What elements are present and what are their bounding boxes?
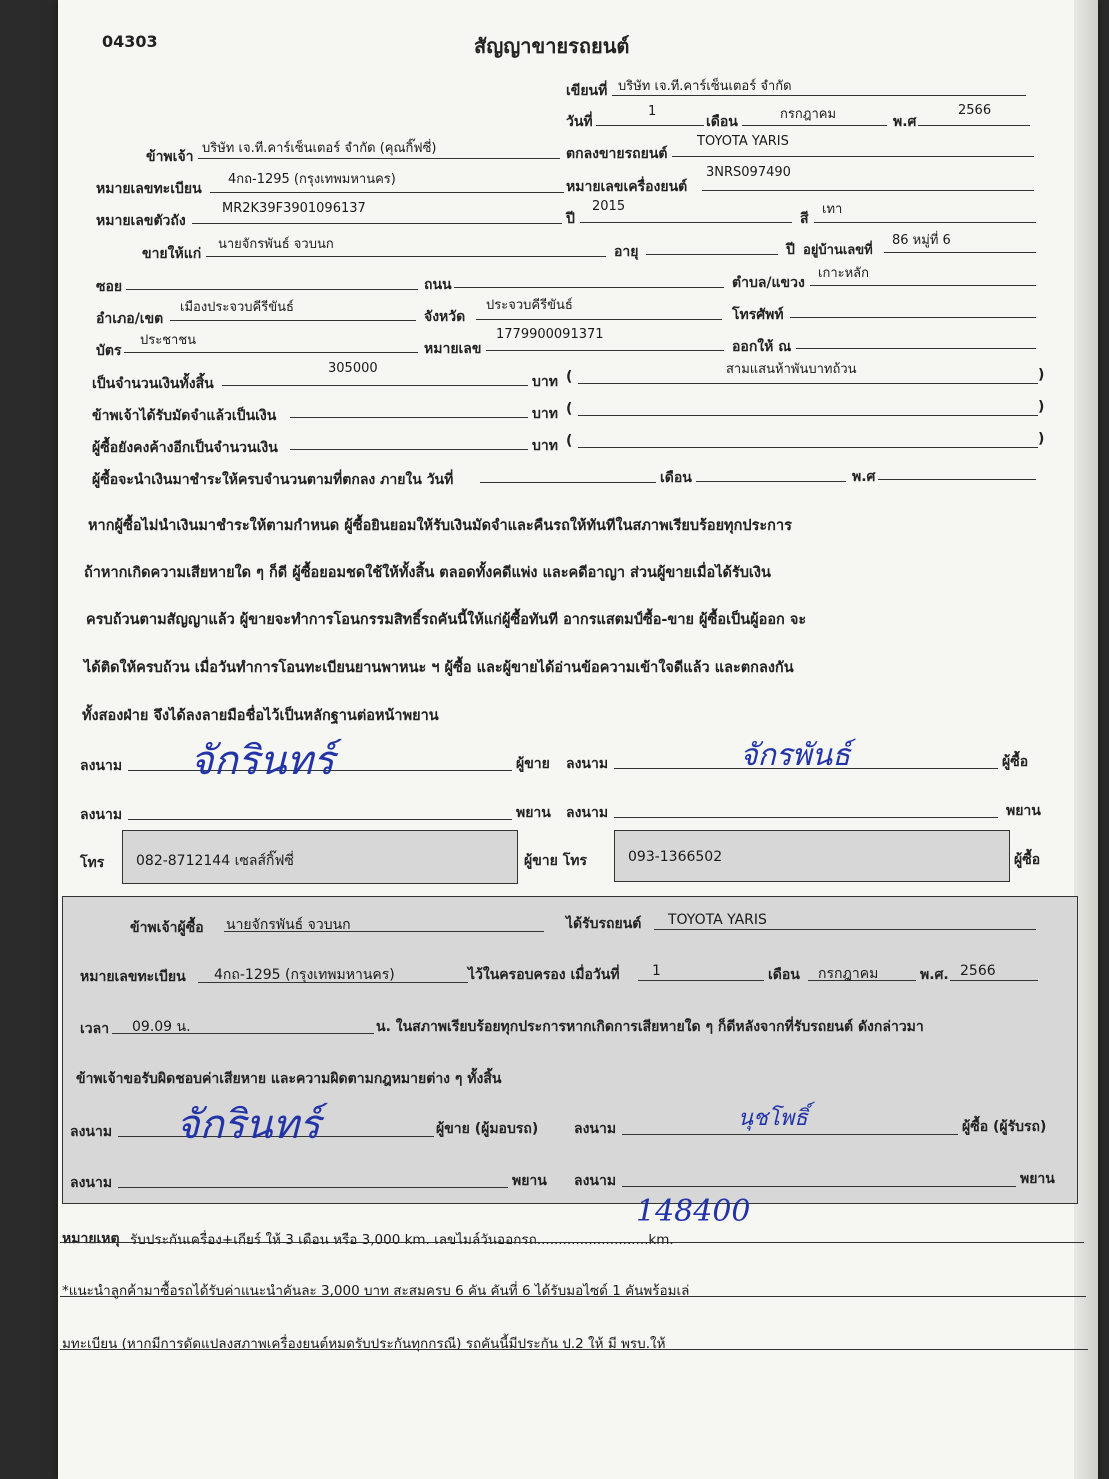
label-receipt-sign-witness-1: ลงนาม <box>70 1175 113 1191</box>
label-seller-tel: ผู้ขาย โทร <box>524 853 587 869</box>
value-district: เมืองประจวบคีรีขันธ์ <box>180 300 294 315</box>
line <box>578 415 1038 416</box>
terms-line-1: หากผู้ซื้อไม่นำเงินมาชำระให้ตามกำหนด ผู้ซื้อยินยอมให้รับเงินมัดจำและคืนรถให้ทันทีในสภาพเรียบร้อยทุกประการ <box>88 518 792 534</box>
label-total: เป็นจำนวนเงินทั้งสิ้น <box>92 376 214 392</box>
line <box>192 223 562 224</box>
value-written-at: บริษัท เจ.ที.คาร์เซ็นเตอร์ จำกัด <box>618 79 792 94</box>
value-buyer: นายจักรพันธ์ จวบนก <box>218 237 334 252</box>
line <box>810 285 1036 286</box>
value-receipt-plate: 4กถ-1295 (กรุงเทพมหานคร) <box>214 967 395 983</box>
line <box>742 125 887 126</box>
label-receipt-buyer-sign: ผู้ซื้อ (ผู้รับรถ) <box>962 1119 1047 1135</box>
label-pay-within: ผู้ซื้อจะนำเงินมาชำระให้ครบจำนวนตามที่ตกลง ภายใน วันที่ <box>92 472 454 488</box>
line <box>60 1296 1086 1297</box>
label-engine: หมายเลขเครื่องยนต์ <box>566 179 688 195</box>
value-receipt-year: 2566 <box>960 963 996 979</box>
line <box>126 289 418 290</box>
line <box>878 479 1036 480</box>
line <box>128 819 512 820</box>
label-tel: โทร <box>80 855 105 871</box>
paren-open-1: ( <box>566 369 573 385</box>
label-sell-to: ขายให้แก่ <box>142 246 202 262</box>
paper-edge <box>1074 0 1098 1479</box>
vehicle-receipt-section <box>62 896 1078 1204</box>
value-engine: 3NRS097490 <box>706 165 791 180</box>
label-pay-month: เดือน <box>660 470 692 486</box>
label-subdistrict: ตำบล/แขวง <box>732 275 805 291</box>
terms-line-3: ครบถ้วนตามสัญญาแล้ว ผู้ขายจะทำการโอนกรรมสิทธิ์รถคันนี้ให้แก่ผู้ซื้อทันที อากรแสตมป์ซื้อ-ขาย ผู้ซื้อเป็นผู้ออก จะ <box>86 612 807 628</box>
line <box>60 1349 1088 1350</box>
label-chassis: หมายเลขตัวถัง <box>96 213 186 229</box>
label-note: หมายเหตุ <box>62 1231 120 1247</box>
label-sign-buyer: ลงนาม <box>566 756 609 772</box>
label-receipt-sign-buyer: ลงนาม <box>574 1121 617 1137</box>
document-title: สัญญาขายรถยนต์ <box>474 34 630 58</box>
label-deposit: ข้าพเจ้าได้รับมัดจำแล้วเป็นเงิน <box>92 408 277 424</box>
document-number: 04303 <box>102 32 158 51</box>
buyer-signature: จักรพันธ์ <box>740 738 851 773</box>
label-buyer: ผู้ซื้อ <box>1002 754 1029 770</box>
value-year-be: 2566 <box>958 103 992 118</box>
label-be: พ.ศ <box>893 114 917 130</box>
paren-open-2: ( <box>566 401 573 417</box>
label-color: สี <box>800 211 809 227</box>
label-receipt-be: พ.ศ. <box>920 967 949 983</box>
label-receipt-sign-seller: ลงนาม <box>70 1124 113 1140</box>
paren-open-3: ( <box>566 433 573 449</box>
label-receipt-got: ได้รับรถยนต์ <box>566 916 642 932</box>
line <box>454 287 724 288</box>
label-card-no: หมายเลข <box>424 341 482 357</box>
label-house-no: อยู่บ้านเลขที่ <box>803 243 873 258</box>
value-day: 1 <box>648 104 657 119</box>
value-receipt-time: 09.09 น. <box>132 1019 191 1035</box>
line <box>170 320 416 321</box>
paren-close-3: ) <box>1038 431 1045 447</box>
line <box>814 222 1036 223</box>
label-soi: ซอย <box>96 279 123 295</box>
label-receipt-witness-2: พยาน <box>1020 1171 1055 1187</box>
line <box>210 192 564 193</box>
line <box>290 449 528 450</box>
value-seller-tel: 082-8712144 เซลส์กิ๊ฟซี่ <box>136 853 294 869</box>
label-month: เดือน <box>706 114 738 130</box>
value-receipt-day: 1 <box>652 963 661 979</box>
value-color: เทา <box>822 202 843 217</box>
value-car: TOYOTA YARIS <box>697 134 789 149</box>
line <box>124 352 418 353</box>
line <box>206 256 606 257</box>
label-province: จังหวัด <box>424 309 466 325</box>
label-receipt-month: เดือน <box>768 967 800 983</box>
label-sign-seller: ลงนาม <box>80 758 123 774</box>
label-receipt-keep: ไว้ในครอบครอง เมื่อวันที่ <box>468 967 620 983</box>
paren-close-2: ) <box>1038 399 1045 415</box>
note-line-3: มทะเบียน (หากมีการดัดแปลงสภาพเครื่องยนต์หมดรับประกันทุกกรณี) รถคันนี้มีประกัน ป.2 ให้ มี พรบ.ให้ <box>62 1336 666 1352</box>
handwritten-mileage: 148400 <box>636 1194 751 1229</box>
label-i: ข้าพเจ้า <box>146 149 194 165</box>
label-pay-be: พ.ศ <box>852 469 876 485</box>
line <box>790 317 1036 318</box>
value-total: 305000 <box>328 361 378 376</box>
value-seller: บริษัท เจ.ที.คาร์เซ็นเตอร์ จำกัด (คุณกิ๊ฟซี่) <box>202 141 437 156</box>
label-agree-sell: ตกลงขายรถยนต์ <box>566 146 668 162</box>
seller-signature: จักรินทร์ <box>190 738 335 784</box>
value-month: กรกฎาคม <box>780 107 837 122</box>
label-receipt-sign-witness-2: ลงนาม <box>574 1173 617 1189</box>
label-witness-2: พยาน <box>1006 803 1041 819</box>
label-receipt-buyer: ข้าพเจ้าผู้ซื้อ <box>130 920 204 936</box>
line <box>654 929 1036 930</box>
line <box>290 417 528 418</box>
label-issued-at: ออกให้ ณ <box>732 339 792 355</box>
value-total-words: สามแสนห้าพันบาทถ้วน <box>726 362 857 377</box>
line <box>60 1242 1084 1243</box>
line <box>672 156 1034 157</box>
line <box>198 158 560 159</box>
value-subdistrict: เกาะหลัก <box>818 266 870 281</box>
label-plate: หมายเลขทะเบียน <box>96 181 202 197</box>
value-chassis: MR2K39F3901096137 <box>222 201 366 216</box>
value-model-year: 2015 <box>592 199 626 214</box>
terms-line-4: ได้ติดให้ครบถ้วน เมื่อวันทำการโอนทะเบียนยานพาหนะ ฯ ผู้ซื้อ และผู้ขายได้อ่านข้อความเข้าใจดีแล้ว และตกลงกัน <box>84 660 794 676</box>
note-line-2: *แนะนำลูกค้ามาซื้อรถได้รับค่าแนะนำคันละ 3,000 บาท สะสมครบ 6 คัน คันที่ 6 ได้รับมอไซด์ 1 คันพร้อมเล่ <box>62 1283 690 1299</box>
line <box>118 1187 508 1188</box>
label-receipt-witness-1: พยาน <box>512 1173 547 1189</box>
label-seller: ผู้ขาย <box>516 756 550 772</box>
line <box>480 482 656 483</box>
label-receipt-time: เวลา <box>80 1021 110 1037</box>
line <box>918 125 1030 126</box>
value-house-no: 86 หมู่ที่ 6 <box>892 233 951 248</box>
line <box>702 190 1034 191</box>
value-card-type: ประชาชน <box>140 333 197 348</box>
terms-line-2: ถ้าหากเกิดความเสียหายใด ๆ ก็ดี ผู้ซื้อยอมชดใช้ให้ทั้งสิ้น ตลอดทั้งคดีแพ่ง และคดีอาญา ส่วนผู้ขายเมื่อได้รับเงิน <box>84 565 771 581</box>
label-baht-3: บาท <box>532 438 558 454</box>
line <box>222 385 528 386</box>
value-receipt-car: TOYOTA YARIS <box>668 912 767 928</box>
label-witness-1: พยาน <box>516 805 551 821</box>
value-plate: 4กถ-1295 (กรุงเทพมหานคร) <box>228 172 396 187</box>
line <box>578 383 1038 384</box>
label-written-at: เขียนที่ <box>566 83 608 99</box>
label-buyer-tel: ผู้ซื้อ <box>1014 852 1041 868</box>
line <box>622 1186 1016 1187</box>
line <box>614 817 998 818</box>
label-district: อำเภอ/เขต <box>96 311 164 327</box>
value-buyer-tel: 093-1366502 <box>628 849 723 865</box>
line <box>796 348 1036 349</box>
line <box>638 980 764 981</box>
label-age: อายุ <box>614 244 639 260</box>
label-receipt-plate: หมายเลขทะเบียน <box>80 969 186 985</box>
line <box>578 447 1038 448</box>
receipt-condition-text: น. ในสภาพเรียบร้อยทุกประการหากเกิดการเสียหายใด ๆ ก็ดีหลังจากที่รับรถยนต์ ดังกล่าวมา <box>376 1019 924 1035</box>
receipt-seller-signature: จักรินทร์ <box>176 1102 321 1148</box>
line <box>596 125 704 126</box>
label-receipt-seller: ผู้ขาย (ผู้มอบรถ) <box>436 1121 539 1137</box>
value-card-no: 1779900091371 <box>496 327 604 342</box>
paren-close-1: ) <box>1038 367 1045 383</box>
line <box>950 980 1038 981</box>
value-receipt-buyer: นายจักรพันธ์ จวบนก <box>226 917 351 933</box>
receipt-buyer-signature: นุชโพธิ์ <box>738 1106 808 1131</box>
line <box>580 222 792 223</box>
label-road: ถนน <box>424 277 452 293</box>
label-baht-1: บาท <box>532 374 558 390</box>
note-line-1: รับประกันเครื่อง+เกียร์ ให้ 3 เดือน หรือ 3,000 km. เลขไมล์วันออกรถ..........................km. <box>130 1232 674 1248</box>
line <box>884 252 1036 253</box>
terms-line-5: ทั้งสองฝ่าย จึงได้ลงลายมือชื่อไว้เป็นหลักฐานต่อหน้าพยาน <box>82 708 439 724</box>
label-baht-2: บาท <box>532 406 558 422</box>
label-sign-witness-1: ลงนาม <box>80 807 123 823</box>
label-remain: ผู้ซื้อยังคงค้างอีกเป็นจำนวนเงิน <box>92 440 278 456</box>
value-receipt-month: กรกฎาคม <box>818 966 879 982</box>
label-date: วันที่ <box>566 114 593 130</box>
value-province: ประจวบคีรีขันธ์ <box>486 298 573 313</box>
line <box>476 319 722 320</box>
label-sign-witness-2: ลงนาม <box>566 805 609 821</box>
label-age-year: ปี <box>786 242 795 258</box>
line <box>696 481 846 482</box>
receipt-responsibility-text: ข้าพเจ้าขอรับผิดชอบค่าเสียหาย และความผิดตามกฎหมายต่าง ๆ ทั้งสิ้น <box>76 1071 502 1087</box>
line <box>486 350 724 351</box>
label-year: ปี <box>566 211 575 227</box>
label-phone: โทรศัพท์ <box>732 307 784 323</box>
line <box>646 254 778 255</box>
label-card: บัตร <box>96 343 122 359</box>
